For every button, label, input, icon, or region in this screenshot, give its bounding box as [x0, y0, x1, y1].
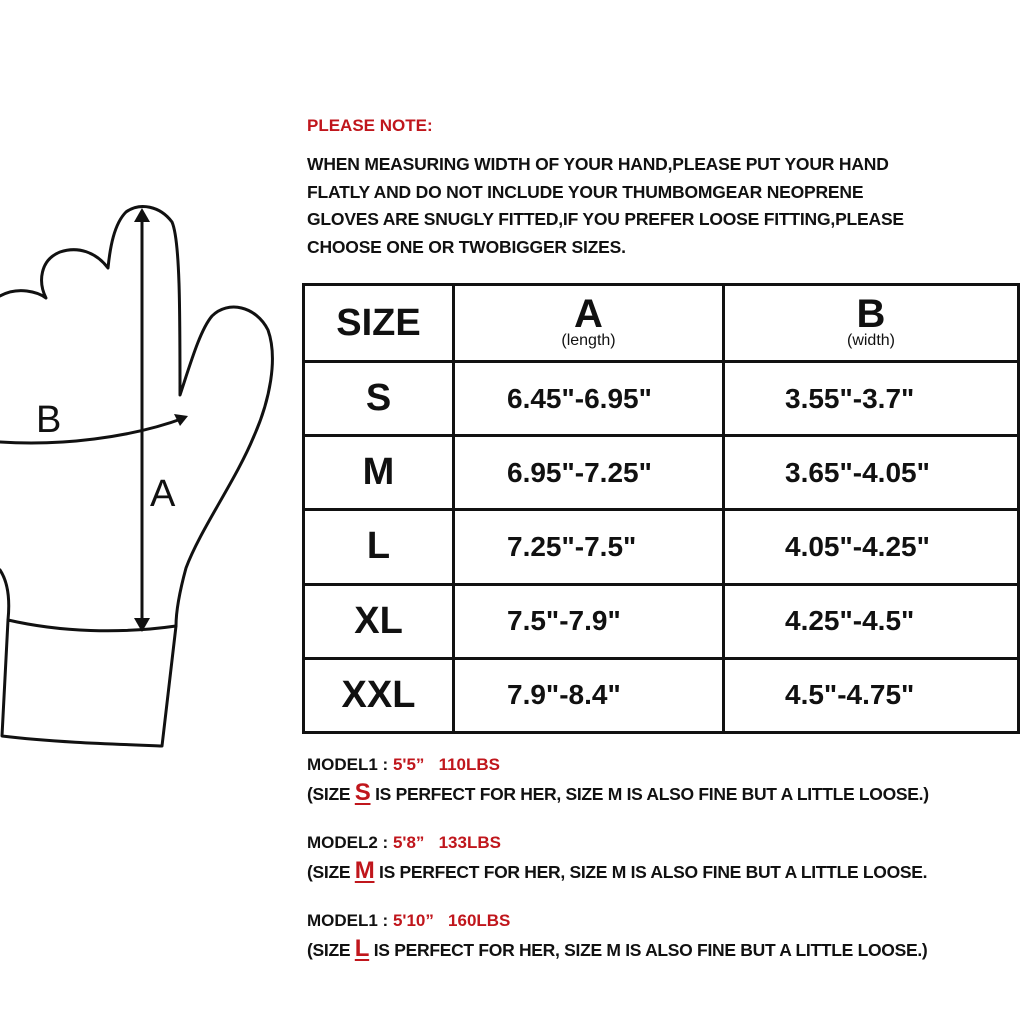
header-b-letter: B: [856, 292, 886, 336]
model-weight: 133LBS: [438, 833, 501, 852]
table-row: [304, 658, 1019, 732]
width-cell: 4.05"-4.25": [724, 510, 1019, 584]
glove-cuff: [2, 620, 176, 746]
model-desc: [307, 934, 1022, 986]
model-desc-post: IS PERFECT FOR HER, SIZE M IS ALSO FINE BUT A LITTLE LOOSE.): [370, 784, 929, 804]
model-weight: 110LBS: [438, 755, 501, 774]
length-cell: 7.25"-7.5": [454, 510, 724, 584]
note-line: GLOVES ARE SNUGLY FITTED,IF YOU PREFER LOOSE FITTING,PLEASE: [307, 209, 904, 229]
note-title: PLEASE NOTE:: [307, 116, 433, 135]
model-desc-pre: (SIZE: [307, 940, 355, 960]
header-size: SIZE: [304, 285, 454, 362]
width-cell: 3.55"-3.7": [724, 362, 1019, 436]
size-cell: M: [304, 436, 454, 510]
header-b-sub: (width): [846, 332, 895, 349]
table-row: [304, 362, 1019, 436]
model-desc: [307, 778, 1022, 830]
model-size: M: [354, 857, 375, 884]
model-desc-pre: (SIZE: [307, 862, 355, 882]
header-a-sub: (length): [561, 332, 616, 349]
size-cell: L: [304, 510, 454, 584]
model-weight: 160LBS: [448, 911, 511, 930]
length-cell: 6.95"-7.25": [454, 436, 724, 510]
width-band-line: [0, 418, 184, 443]
width-cell: 3.65"-4.05": [724, 436, 1019, 510]
model-desc-post: IS PERFECT FOR HER, SIZE M IS ALSO FINE BUT A LITTLE LOOSE.: [374, 862, 928, 882]
model-size: L: [354, 935, 370, 962]
model-notes: [307, 752, 1022, 986]
width-cell: 4.5"-4.75": [724, 658, 1019, 732]
model-height: 5'10”: [392, 911, 434, 930]
table-row: [304, 510, 1019, 584]
note-line: FLATLY AND DO NOT INCLUDE YOUR THUMBOMGEAR NEOPRENE: [307, 181, 864, 202]
length-arrow-top-head: [134, 208, 150, 222]
model-label: MODEL1 :: [307, 755, 393, 774]
table-header-row: [304, 285, 1019, 362]
note-line: CHOOSE ONE OR TWOBIGGER SIZES.: [307, 236, 626, 257]
header-width: [724, 285, 1019, 362]
model-head: [307, 752, 1022, 778]
label-a: A: [150, 473, 176, 515]
model-label: MODEL2 :: [307, 833, 393, 852]
glove-diagram: [0, 190, 300, 760]
model-desc: [307, 856, 1022, 908]
model-desc-pre: (SIZE: [307, 784, 355, 804]
note-line: WHEN MEASURING WIDTH OF YOUR HAND,PLEASE PUT YOUR HAND: [307, 154, 889, 174]
model-height: 5'8”: [392, 833, 425, 852]
header-length: [454, 285, 724, 362]
table-row: [304, 584, 1019, 658]
length-cell: 6.45"-6.95": [454, 362, 724, 436]
glove-left-edge: [0, 570, 9, 620]
size-cell: XL: [304, 584, 454, 658]
model-size: S: [354, 779, 371, 806]
model-head: [307, 908, 1022, 934]
size-cell: XXL: [304, 658, 454, 732]
model-head: [307, 830, 1022, 856]
note-body: [307, 151, 1019, 261]
length-cell: 7.5"-7.9": [454, 584, 724, 658]
header-a-letter: A: [574, 292, 603, 336]
size-chart-table: [302, 283, 1020, 734]
model-height: 5'5”: [392, 755, 425, 774]
size-cell: S: [304, 362, 454, 436]
width-cell: 4.25"-4.5": [724, 584, 1019, 658]
model-label: MODEL1 :: [307, 911, 393, 930]
label-b: B: [36, 399, 62, 441]
length-cell: 7.9"-8.4": [454, 658, 724, 732]
table-row: [304, 436, 1019, 510]
model-desc-post: IS PERFECT FOR HER, SIZE M IS ALSO FINE BUT A LITTLE LOOSE.): [369, 940, 928, 960]
